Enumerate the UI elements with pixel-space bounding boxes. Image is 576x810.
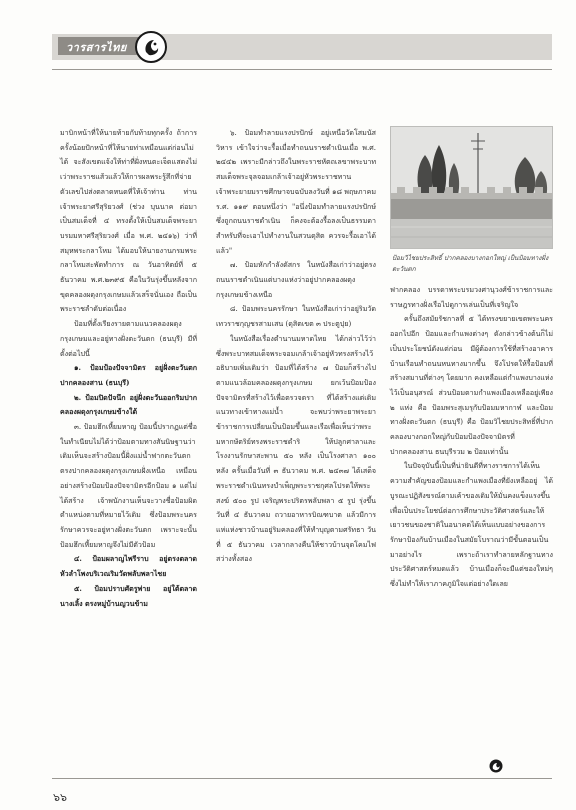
fort-item: ๕. ป้อมปราบศัตรูพ่าย อยู่ใต้ตลาดนางเลิ้ง ตรงหมู่บ้านญวนข้าม bbox=[60, 583, 197, 608]
column-2 bbox=[216, 126, 376, 567]
fort-item: ๓. ป้อมฮึกเหี้ยมหาญ ป้อมนี้ปรากฏแต่ชื่อในทำเนียบไม่ได้ว่าป้อมตามทางสันนิษฐานว่า เดิมเห็นจะสร้างป้อมนี้ฝั่งแม่น้ำฟากตะวันตกตรงปากคลองผดุงกรุงเกษมฝั่งเหนือ เหมือนอย่างสร้างป้อมป้องปัจจามิตรอีกป้อม ๑ แต่ไม่ได้สร้าง เจ้าพนักงานเห็นจะวางชื่อป้อมผิดตำแหน่งตามที่หมายไว้เดิม ซึ่งป้อมพระนครรักษาควรจะอยู่ทางฝั่งตะวันตก เพราะจะนั้นป้อมฮึกเหี้ยมหาญจึงไม่มีตัวป้อม bbox=[60, 422, 197, 549]
column-3 bbox=[390, 283, 553, 592]
photo-caption: ป้อมวิไชยประสิทธิ์ ปากคลองบางกอกใหญ่ เป็นป้อมทางฝั่งตะวันตก bbox=[392, 254, 549, 273]
paragraph: มาบิกหน้าที่ให้นายท้ายกับท้ายทุกครั้ง ถ้าการครั้งน้อยปักหน้าที่ให้นายท่าเหมือนแต่ก่อนไม่ได้ จะสังเขตแจ้งให้ท่าที่ฝั่งหนตะเจ็ดเเสดงไม่เว่าพระราชแส้วแล้วให้การผลพระรู้สึกที่จ่ายตัวเลขไปส่งตลาดหนดที่ให้เจ้าท่าน ท่านเจ้าพระยาศรีสุริยวงศ์ (ช่วง บุนนาค ต่อมาเป็นสมเด็จที่ ๔ ทรงตั้งให้เป็นสมเด็จพระยาบรมมหาศรีสุริยวงศ์ เมื่อ พ.ศ. ๒๔๑๖) ว่าที่สมุหพระกลาโหม ได้มอบให้นายงานกรมพระกลาโหมสะพัดทำการ ณ วันอาทิตย์ที่ ๕ ธันวาคม พ.ศ.๒๓๙๕ คือในวันรุ่งขึ้นหลังจากขุดคลองผดุงกรุงเกษมแล้วเสร็จนั่นเอง ถือเป็นพระราชลำดับต่อเนื่อง bbox=[60, 128, 197, 314]
paragraph: ในปัจจุบันนี้เป็นที่น่ายินดีที่ทางราชการได้เห็นความสำคัญของป้อมและกำแพงเมืองที่ยังเหลืออยู่ ได้บูรณะปฏิสังขรณ์ตามเค้าของเดิมให้มั่นคงแข็งแรงขึ้น เพื่อเป็นประโยชน์ต่อการศึกษาประวัติศาสตร์และให้เยาวชนของชาติในอนาคตได้เห็นแบบอย่างของการรักษาป้องกันบ้านเมืองในสมัยโบราณว่ามีขั้นตอนเป็นมาอย่างไร เพราะถ้าเราทำลายหลักฐานทางประวัติศาสตร์หมดแล้ว บ้านเมืองก็จะมีแต่ของใหม่ๆ ซึ่งไม่ทำให้เราภาคภูมิใจแต่อย่างใดเลย bbox=[390, 461, 553, 589]
paragraph: ป้อมที่ตั้งเรียงรายตามแนวคลองผดุงกรุงเกษมและอยู่ทางฝั่งตะวันตก (ธนบุรี) มีที่ตั้งต่อไปนี้ bbox=[60, 319, 197, 358]
fort-photo bbox=[390, 126, 553, 249]
fort-item: ๖. ป้อมทำลายแรงปรปักษ์ อยู่เหนือวัดโสมนัสวิหาร เข้าใจว่าจะรื้อเมื่อทำถนนราชดำเนินเมื่อ พ.ศ. ๒๔๔๒ เพราะมีกล่าวถึงในพระราชหัตถเลขาพระบาทสมเด็จพระจุลจอมเกล้าเจ้าอยู่หัวพระราชทานเจ้าพระยายมราชศึกษาจบฉบับลงวันที่ ๑๘ พฤษภาคม ร.ศ. ๑๑๙ ตอนหนึ่งว่า "อนึ่งป้อมทำลายแรงปรปักษ์ ซึ่งถูกถนนราชดำเนิน ก็คงจะต้องรื้อลงเป็นธรรมดา สำหรับที่จะเอาไปทำงานในสวนดุสิต ควรจะรื้อเอาได้แล้ว" bbox=[216, 128, 376, 255]
fort-photo-illustration bbox=[391, 127, 553, 249]
bottom-rule bbox=[52, 778, 552, 779]
fort-item: ๑. ป้อมป้องปัจจามิตร อยู่ฝั่งตะวันตกปากคลองสาน (ธนบุรี) bbox=[60, 363, 197, 387]
fort-item: ๒. ป้อมปิดปัจนึก อยู่ฝั่งตะวันออกริมปากคลองผดุงกรุงเกษมข้างใต้ bbox=[60, 392, 197, 417]
paragraph: ฟากคลอง บรรดาพระบรมวงศานุวงศ์ข้าราชการและราษฎรทางฝั่งเรือไปดูการเล่นเป็นที่เจริญใจ bbox=[390, 285, 553, 309]
paragraph: ในหนังสือเรื่องตำนานมหาดไทย ได้กล่าวไว้ว่า ซึ่งพระบาทสมเด็จพระจอมเกล้าเจ้าอยู่หัวทรงสร้างไว้อธิบายเพิ่มเติมว่า ป้อมที่ได้สร้าง ๗ ป้อมก็สร้างไปตามแนวล้อมคลองผดุงกรุงเกษม ยกเว้นป้อมป้องปัจจามิตรที่สร้างไว้เพื่อตรวจตรา ที่ได้สร้างแต่เดิมแนวทางเข้าทางแม่น้ำ จะพบว่าพระยาพระยาข้าราชการเปลี่ยนเป็นป้อมขึ้นและเรือเพื่อเห็นว่าพระมหากษัตริย์ทรงพระราชดำริ ให้ปลูกศาลาและโรงงานรักษาสะพาน ๕๐ หลัง เป็นโรงศาลา ๑๐๐ หลัง ครั้นเมื่อวันที่ ๓ ธันวาคม พ.ศ. ๒๔๓๗ ได้เสด็จพระราชดำเนินทรงบำเพ็ญพระราชกุศลโปรดให้พระสงฆ์ ๕๐๐ รูป เจริญพระปริตรพลับพลา ๕ รูป รุ่งขึ้นวันที่ ๔ ธันวาคม ถวายอาหารบิณฑบาต แล้วมีการแห่แห่งชาวบ้านอยู่ริมคลองที่ให้ทำบุญตามศรัทธา วันที่ ๕ ธันวาคม เวลากลางคืนให้ชาวบ้านจุดโคมไฟสว่างทั้งสอง bbox=[216, 333, 376, 564]
page-number: ๖๖ bbox=[53, 791, 67, 804]
article-end-mark-icon bbox=[489, 759, 503, 773]
paragraph: ครั้นถึงสมัยรัชกาลที่ ๕ ได้ทรงขยายเขตพระนครออกไปอีก ป้อมและกำแพงต่างๆ ดังกล่าวข้างต้นก็ไม่เป็นประโยชน์ดังแต่ก่อน มีผู้ต้องการใช้ที่สร้างอาคารบ้านเรือนทำถนนหนทางมากขึ้น จึงโปรดให้รื้อป้อมที่สร้างสมานที่ต่างๆ โดยมาก คงเหลือแต่กำแพงบางแห่งไว้เป็นอนุสรณ์ ส่วนป้อมตามกำแพงเมืองเหลืออยู่เพียง ๒ แห่ง คือ ป้อมพระสุเมรุกับป้อมมหากาฬ และป้อมทางฝั่งตะวันตก (ธนบุรี) คือ ป้อมวิไชยประสิทธิ์ที่ปากคลองบางกอกใหญ่กับป้อมป้องปัจจามิตรที่ปากคลองสาน ธนบุรีรวม ๒ ป้อมเท่านั้น bbox=[390, 314, 553, 456]
header-title: วารสารไทย bbox=[66, 41, 127, 54]
fort-item: ๘. ป้อมพระนครรักษา ในหนังสือเก่าว่าอยู่ริมวัดเทวราชกุญชรสามเสน (ดุสิตเขต ๓ ประตูปุย) bbox=[216, 304, 376, 329]
fort-item: ๗. ป้อมหักกำลังดัสกร ในหนังสือเก่าว่าอยู่ตรงถนนราชดำเนินแต่บางแห่งว่าอยู่ปากคลองผดุงกรุงเกษมข้างเหนือ bbox=[216, 260, 376, 299]
fort-item: ๔. ป้อมผลาญไพรีราบ อยู่ตรงตลาดหัวลำโพงบริเวณริมวัดพลับพลาไชย bbox=[60, 554, 197, 579]
logo-emblem-icon bbox=[138, 34, 164, 60]
column-1 bbox=[60, 126, 197, 611]
top-rule bbox=[52, 69, 552, 70]
